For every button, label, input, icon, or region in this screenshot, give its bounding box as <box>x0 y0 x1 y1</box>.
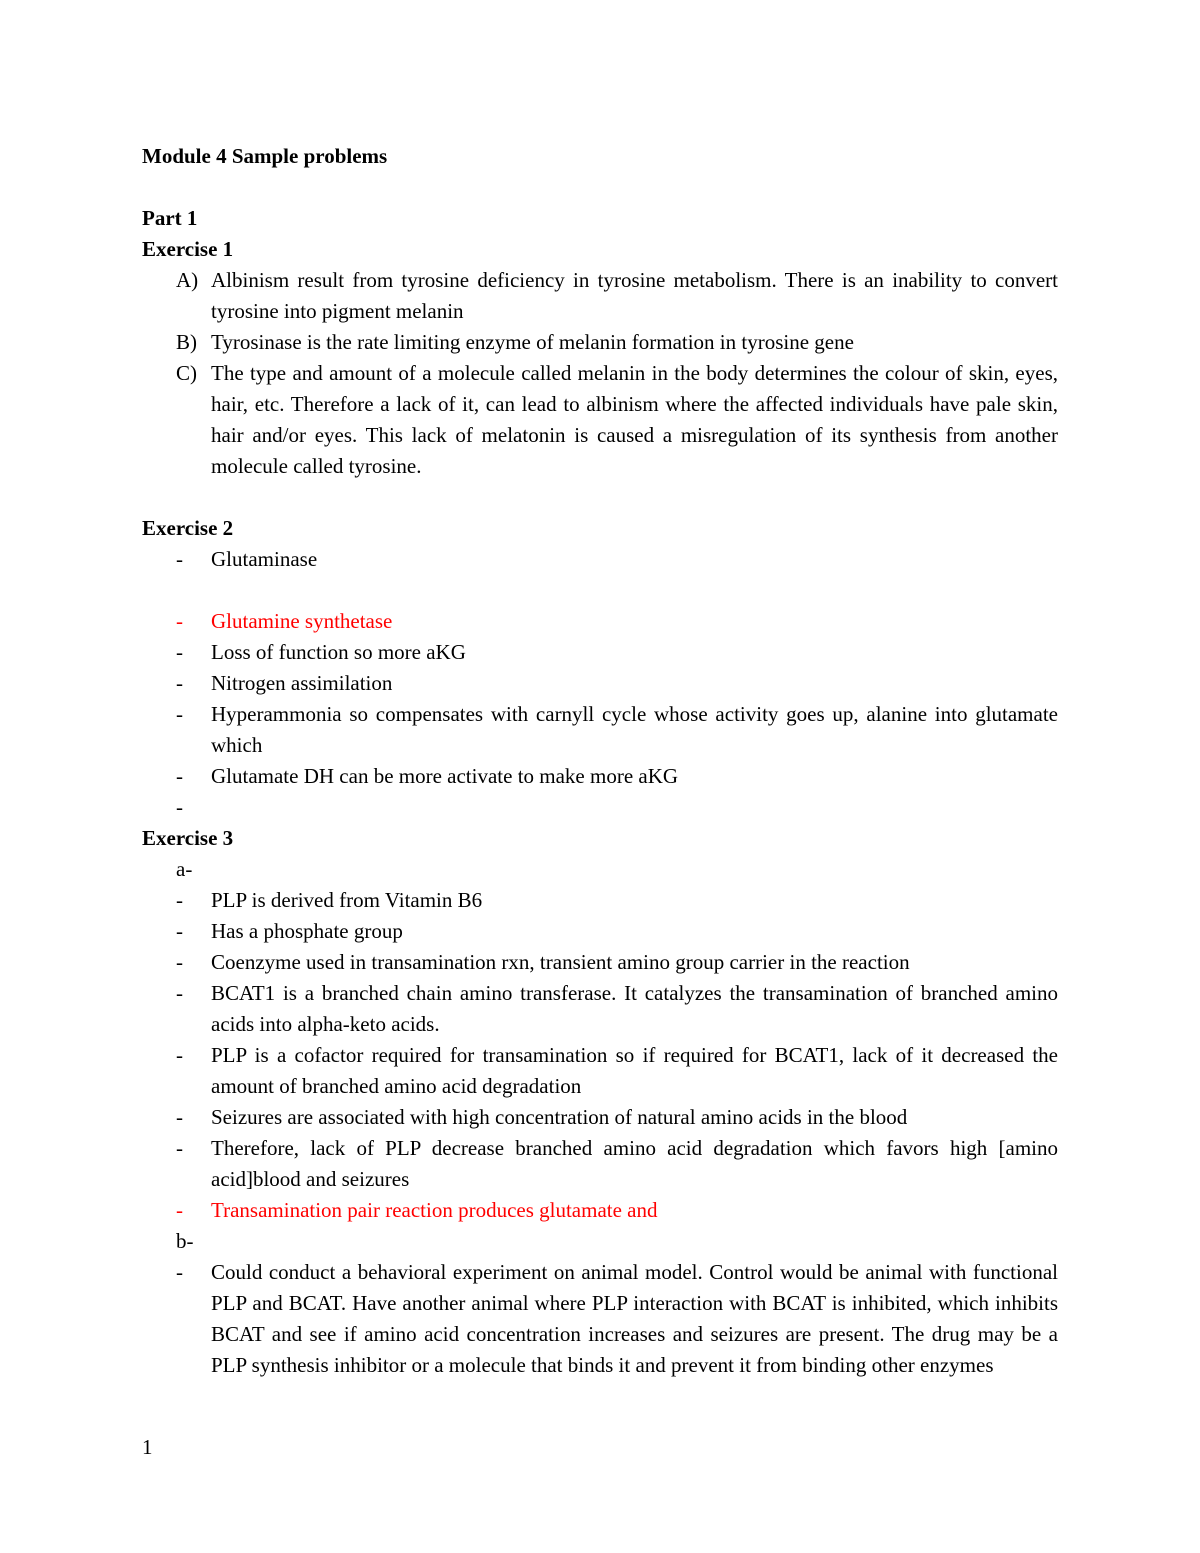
list-item-text <box>211 795 216 819</box>
list-item-text: Glutamine synthetase <box>211 609 393 633</box>
list-item <box>142 916 1058 947</box>
part-b-label: b- <box>176 1229 194 1253</box>
dash-marker: - <box>176 764 183 788</box>
list-item-text: Loss of function so more aKG <box>211 640 466 664</box>
list-item-text: Transamination pair reaction produces glutamate and <box>211 1198 658 1222</box>
list-item <box>142 1257 1058 1381</box>
list-item-empty <box>142 792 1058 823</box>
list-item-text: BCAT1 is a branched chain amino transferase. It catalyzes the transamination of branched amino acids into alpha-keto acids. <box>211 981 1058 1036</box>
list-item-text: Glutamate DH can be more activate to make more aKG <box>211 764 679 788</box>
spacer <box>142 575 1058 606</box>
page-number: 1 <box>142 1435 153 1459</box>
list-item-highlighted <box>142 606 1058 637</box>
list-marker: A) <box>176 268 199 292</box>
dash-marker: - <box>176 702 183 726</box>
dash-marker: - <box>176 609 183 633</box>
dash-marker: - <box>176 640 183 664</box>
list-item <box>142 637 1058 668</box>
dash-marker: - <box>176 547 183 571</box>
list-item <box>142 1133 1058 1195</box>
part-heading: Part 1 <box>142 206 198 230</box>
list-item <box>142 668 1058 699</box>
part-a-label: a- <box>176 857 193 881</box>
dash-marker: - <box>176 1198 183 1222</box>
document-body <box>142 141 1058 1381</box>
list-item-text: Tyrosinase is the rate limiting enzyme of melanin formation in tyrosine gene <box>211 330 854 354</box>
list-item-text: Albinism result from tyrosine deficiency in tyrosine metabolism. There is an inability to convert tyrosine into pigment melanin <box>211 268 1058 323</box>
list-item <box>142 699 1058 761</box>
exercise-2-heading: Exercise 2 <box>142 516 234 540</box>
exercise-1-item-a <box>142 265 1058 327</box>
dash-marker: - <box>176 795 183 819</box>
spacer <box>142 172 1058 203</box>
list-item <box>142 1102 1058 1133</box>
dash-marker: - <box>176 1105 183 1129</box>
list-item <box>142 761 1058 792</box>
dash-marker: - <box>176 950 183 974</box>
spacer <box>142 482 1058 513</box>
dash-marker: - <box>176 1043 183 1067</box>
list-item <box>142 885 1058 916</box>
exercise-3-heading: Exercise 3 <box>142 826 234 850</box>
list-item <box>142 947 1058 978</box>
list-marker: C) <box>176 361 197 385</box>
dash-marker: - <box>176 888 183 912</box>
list-marker: B) <box>176 330 197 354</box>
list-item-text: The type and amount of a molecule called melanin in the body determines the colour of skin, eyes, hair, etc. Therefore a lack of it, can lead to albinism where the affected individuals have pale skin, hair and/or eyes. This lack of melatonin is caused a misregulation of its synthesis from another molecule called tyrosine. <box>211 361 1058 478</box>
dash-marker: - <box>176 1260 183 1284</box>
list-item-text: Therefore, lack of PLP decrease branched amino acid degradation which favors high [amino acid]blood and seizures <box>211 1136 1058 1191</box>
list-item-text: PLP is derived from Vitamin B6 <box>211 888 483 912</box>
list-item-text: Glutaminase <box>211 547 318 571</box>
list-item-text: Coenzyme used in transamination rxn, transient amino group carrier in the reaction <box>211 950 910 974</box>
exercise-1-item-c <box>142 358 1058 482</box>
dash-marker: - <box>176 671 183 695</box>
list-item <box>142 978 1058 1040</box>
list-item-text: Nitrogen assimilation <box>211 671 393 695</box>
dash-marker: - <box>176 981 183 1005</box>
list-item-text: PLP is a cofactor required for transamination so if required for BCAT1, lack of it decreased the amount of branched amino acid degradation <box>211 1043 1058 1098</box>
list-item-text: Has a phosphate group <box>211 919 403 943</box>
list-item-text: Could conduct a behavioral experiment on animal model. Control would be animal with functional PLP and BCAT. Have another animal where PLP interaction with BCAT is inhibited, which inhibits BCAT and see if amino acid concentration increases and seizures are present. The drug may be a PLP synthesis inhibitor or a molecule that binds it and prevent it from binding other enzymes <box>211 1260 1058 1377</box>
exercise-1-item-b <box>142 327 1058 358</box>
exercise-1-heading: Exercise 1 <box>142 237 234 261</box>
document-title: Module 4 Sample problems <box>142 144 388 168</box>
list-item-text: Hyperammonia so compensates with carnyll cycle whose activity goes up, alanine into glutamate which <box>211 702 1058 757</box>
list-item-text: Seizures are associated with high concentration of natural amino acids in the blood <box>211 1105 908 1129</box>
dash-marker: - <box>176 1136 183 1160</box>
list-item <box>142 544 1058 575</box>
dash-marker: - <box>176 919 183 943</box>
list-item-highlighted <box>142 1195 1058 1226</box>
list-item <box>142 1040 1058 1102</box>
